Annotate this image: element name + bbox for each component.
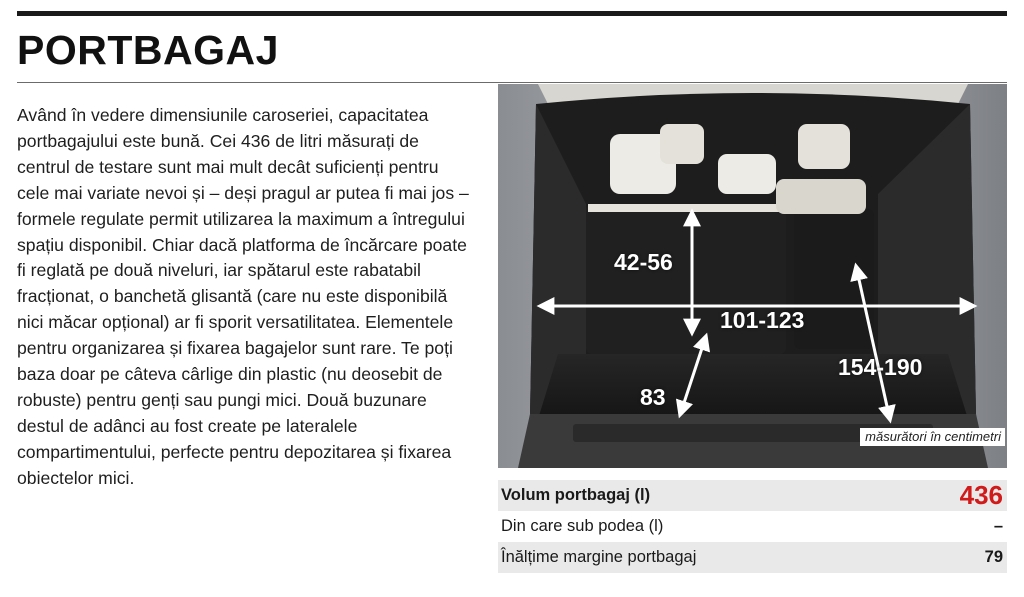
spec-value: 436 bbox=[959, 480, 1003, 510]
spec-row-underfloor bbox=[498, 511, 1007, 542]
spec-row-volume bbox=[498, 480, 1007, 511]
top-rule bbox=[17, 11, 1007, 16]
spec-label: Din care sub podea (l) bbox=[501, 517, 664, 535]
dimension-sill-label: 83 bbox=[640, 384, 666, 410]
trunk-photo bbox=[498, 84, 1007, 468]
spec-table bbox=[498, 480, 1007, 573]
article-body: Având în vedere dimensiunile caroseriei, capacitatea portbagajului este bună. Cei 436 de litri măsurați de centrul de testare sunt mai mult decât suficienți pentru cele mai variate nevoi și – deși pragul ar putea fi mai jos – formele regulate permit utilizarea la maximum a întregului spațiu disponibil. Chiar dacă platforma de încărcare poate fi reglată pe două niveluri, iar spătarul este rabatabil fracționat, o banchetă glisantă (care nu este disponibilă nici măcar opțional) ar fi sporit versatilitatea. Elementele pentru organizarea și fixarea bagajelor sunt rare. Te poți baza doar pe câteva cârlige din plastic (nu deosebit de robuste) pentru genți sau pungi mici. Două buzunare destul de adânci au fost create pe lateralele compartimentului, perfecte pentru depozitarea și fixarea obiectelor mici. bbox=[17, 105, 469, 488]
spec-value: – bbox=[993, 517, 1003, 535]
dimension-depth-label: 154-190 bbox=[838, 354, 923, 380]
spec-label: Volum portbagaj (l) bbox=[501, 486, 651, 504]
measurement-caption: măsurători în centimetri bbox=[860, 428, 1005, 446]
dimension-height-label: 42-56 bbox=[614, 249, 673, 275]
spec-value: 79 bbox=[984, 548, 1003, 566]
spec-label: Înălțime margine portbagaj bbox=[501, 548, 697, 566]
trunk-illustration bbox=[498, 84, 1007, 468]
title-underline bbox=[17, 82, 1007, 83]
section-title: PORTBAGAJ bbox=[17, 27, 279, 73]
dimension-width-label: 101-123 bbox=[720, 307, 805, 333]
spec-row-sill-height bbox=[498, 542, 1007, 573]
